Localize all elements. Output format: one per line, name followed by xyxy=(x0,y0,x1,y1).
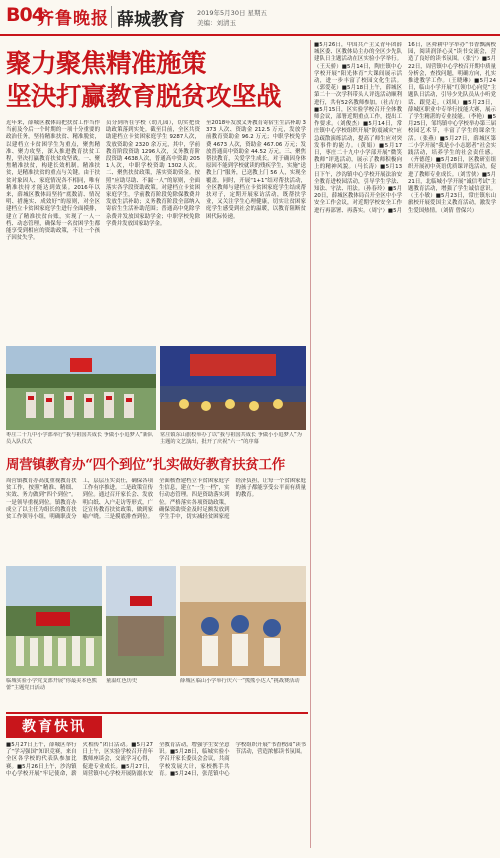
header-separator xyxy=(111,6,112,28)
page-number: B04 xyxy=(6,4,44,26)
news-briefs: ■5月27日上午，薛城区举行了“学习强国”知识竞赛，来自全区各学校的代表队参加比赛。■5月26日上午，沙沟镇中心学校开展“牢记使命，薪火相传”团日活动。■5月27日上午，区实验学校召开青年教师座谈会，交流学习心得，促进专业成长。■5月27日，周营镇中心学校开展防溺水安全教育活动，增强学生安全意识。■5月28日，临城实验小学召开家长委员会会议，共商学校发展大计，家校携手共育。■5月24日，张范镇中心学校组织开展“书香校园”读书节活动，营造浓郁读书氛围。 xyxy=(6,742,306,777)
right-column-briefs: ■5月26日，中国共产主义青年团薛城区委、区教体局主办的全区少先队建队日主题活动在区实验小学举行。（王天骄）■5月14日，陶庄镇中心学校开展“阳光体育”大课间展示活动，进一步丰富了校园文化生活。（郭爱花）■5月18日上午，薛城区第二十一次学科带头人评选活动顺利进行，共有52名教师参加。（社吉方）■5月15日，区实验学校召开全体教师会议，部署近期重点工作，提出工作要求。（刘俊杰）■5月14日，常庄镇中心学校组织开展“防震减灾”应急疏散演练活动，提高了师生应对突发事件的能力。（黄娟）■5月17日，枣庄二十九中小学部开展“微笑教师”评选活动，展示了教师积极向上的精神风貌。（马长涛）■5月13日下午，沙沟镇中心学校开展法治安全教育进校园活动，引导学生学法、知法、守法、用法。（孙春玲）■5月20日，薛城区教体局召开全区中小学安全工作会议，对近期学校安全工作进行再部署、再落实。（周宁）■5月16日，区舜耕中学举办“书香飘满校园，阅读润泽心灵”读书交流会，营造了良好的读书氛围。（张宁）■5月22日，周营镇中心学校召开期中质量分析会，查找问题，明确方向，扎实推进教学工作。（王晓琳）■5月24日，临山小学开展“红领巾心向党”主题队日活动，引导少先队员从小听党话、跟党走。（刘凤）■5月23日，薛城区职业中专举行技能大赛，展示了学生精湛的专业技能。（李艳）■5月25日，邹坞镇中心学校举办第三届校园艺术节，丰富了学生的课余生活。（张燕）■5月27日，薛城区第二小学开展“我是小小志愿者”社会实践活动，培养学生的社会责任感。（齐德莲）■5月28日，区教研室组织开展初中英语优质课评选活动，促进了教师专业成长。（刘雪侠）■5月21日，北临城小学开展“诚信考试”主题教育活动，增强了学生诚信意识。（王小敏）■5月23日，常庄镇东山旅校开展爱国主义教育活动，激发学生爱国热情。（刘倩 曾保兴） xyxy=(314,42,496,214)
main-headline-line1: 聚力聚焦精准施策 xyxy=(6,49,207,79)
stage-performance-photo xyxy=(160,346,306,430)
photo2-caption-right: 薛城区临山小学举行庆六一“熊熊小达人”挑战赛活动 xyxy=(180,678,300,684)
article1-column-2: 员分到所在学校（幼儿园），切实把资助政策落到实处。截至目前，全区共资助建档立卡贫困家庭学生 9287人次，发放资助金 2320 余万元，其中，学前教育阶段资助 1296人次，义务教育阶段资助 4638人次，普通高中资助 2051人次，中职学校资助 1302人次。二、聚焦扶贫政策，落实资助资金。按照“应助尽助、不漏一人”的原则，全面落实各学段资助政策。对建档立卡贫困家庭学生，学前教育阶段免除保教费并发放生活补助；义务教育阶段全部纳入寄宿生生活补助范围；普通高中免除学杂费并发放国家助学金；中职学校免除学费并发放国家助学金。 xyxy=(106,120,200,227)
article2-body: 周营镇教育办高度重视教育扶贫工作，按照“精准、精细、实效、务力做到”四个到位”。一是领导重视到位。镇教育办成立了以主任为组长的教育扶贫工作领导小组，明确职责分工，层层压实责任，确保各项工作有序推进。二是政策宣传到位。通过召开家长会、发放明白纸、入户走访等形式，广泛宣传教育扶贫政策，做到家喻户晓。三是摸底排查到位。全面核查建档立卡贫困家庭学生信息，建立“一生一档”，实行动态管理。四是资助落实到位。严格落实各项资助政策，确保资助资金及时足额发放到学生手中，切实减轻贫困家庭经济负担，让每一个贫困家庭的孩子都能享受公平而有质量的教育。 xyxy=(6,478,306,521)
newspaper-logo: 齐鲁晚报 xyxy=(37,9,109,29)
party-day-photo xyxy=(6,566,102,676)
party-day-photo-image xyxy=(6,566,102,676)
photo2-caption-left: 临城实验小学党支部开展“你最美本色熊蕾”主题党日活动 xyxy=(6,678,97,691)
students-ceremony-photo xyxy=(6,346,156,430)
red-history-photo-image xyxy=(106,566,176,676)
main-headline-line2: 坚決打赢教育脱贫攻坚战 xyxy=(6,82,282,112)
editor-credit: 美编：刘清玉 xyxy=(197,19,236,27)
section-title: 薛城教育 xyxy=(117,10,185,30)
photo-caption-right: 常庄镇东山旅校举办了以“我与祖国共成长 争做小小追梦人”为主题的文艺演出，批开了庆祝“六一”的序幕 xyxy=(160,432,302,445)
challenge-event-photo xyxy=(180,566,306,676)
issue-date: 2019年5月30日 星期五 xyxy=(197,9,268,17)
students-ceremony-photo-image xyxy=(6,346,156,430)
article2-headline: 周营镇教育办“四个到位”扎实做好教育扶贫工作 xyxy=(6,457,285,473)
photo2-caption-mid: 童温红色历史 xyxy=(106,678,138,684)
photo-caption-left: 枣庄二十九中小学部举行“我与祖国共成长 争做小小追梦人”新队员入队仪式 xyxy=(6,432,154,445)
article1-column-1: 近年来，薛城区教体局把扶贫工作当作当前及今后一个时期的一项十分重要的政治任务，坚持精准扶贫、精准脱贫，以建档立卡贫困学生为重点，聚焦精准、聚力攻坚，深入推进教育扶贫工程，坚决打赢教育扶贫攻坚战。一、聚焦精准扶贫，构建长效机制。精准扶贫，是精准扶贫的重点与关键。由于扶贫对象因人、家庭情况各不相同，唯有精准扶持才能达到效果。2016年以来，薛城区教体局坚持“底数清、情况明、措施实、成效好”的原则，对全区建档立卡贫困家庭学生进行全面摸排，建立了精准扶贫台账，实现了一人一档、动态管理，确保每一名贫困学生都能享受到相应的资助政策，不让一个孩子因贫失学。 xyxy=(6,120,100,242)
article1-column-3: 至2018年发放义务教育寄宿生生活补助 3373 人次、资助金 212.5 万元，发放学前教育资助金 96.2 万元；中职学校免学费 4673 人次，资助金 467.06 万元；发放普通高中资助金 44.52 万元。三、聚焦帮扶教育，关爱学生成长。对于确因身体原因不能到学校就读的残疾学生，实施“送教上门”服务，已送教上门 56 人，实现全覆盖。同时，开展“1+1”结对帮扶活动，全区教师与建档立卡贫困家庭学生结成帮扶对子，定期开展家访活动，既帮扶学业，又关注学生心理健康，切实让贫困家庭学生感受到社会的温暖，以教育阻断贫困代际传递。 xyxy=(206,120,306,220)
header-rule xyxy=(0,34,500,36)
news-top-rule xyxy=(6,712,308,714)
stage-performance-photo-image xyxy=(160,346,306,430)
news-banner: 教育快讯 xyxy=(6,716,102,738)
challenge-event-photo-image xyxy=(180,566,306,676)
red-history-photo xyxy=(106,566,176,676)
column-divider xyxy=(310,40,311,848)
